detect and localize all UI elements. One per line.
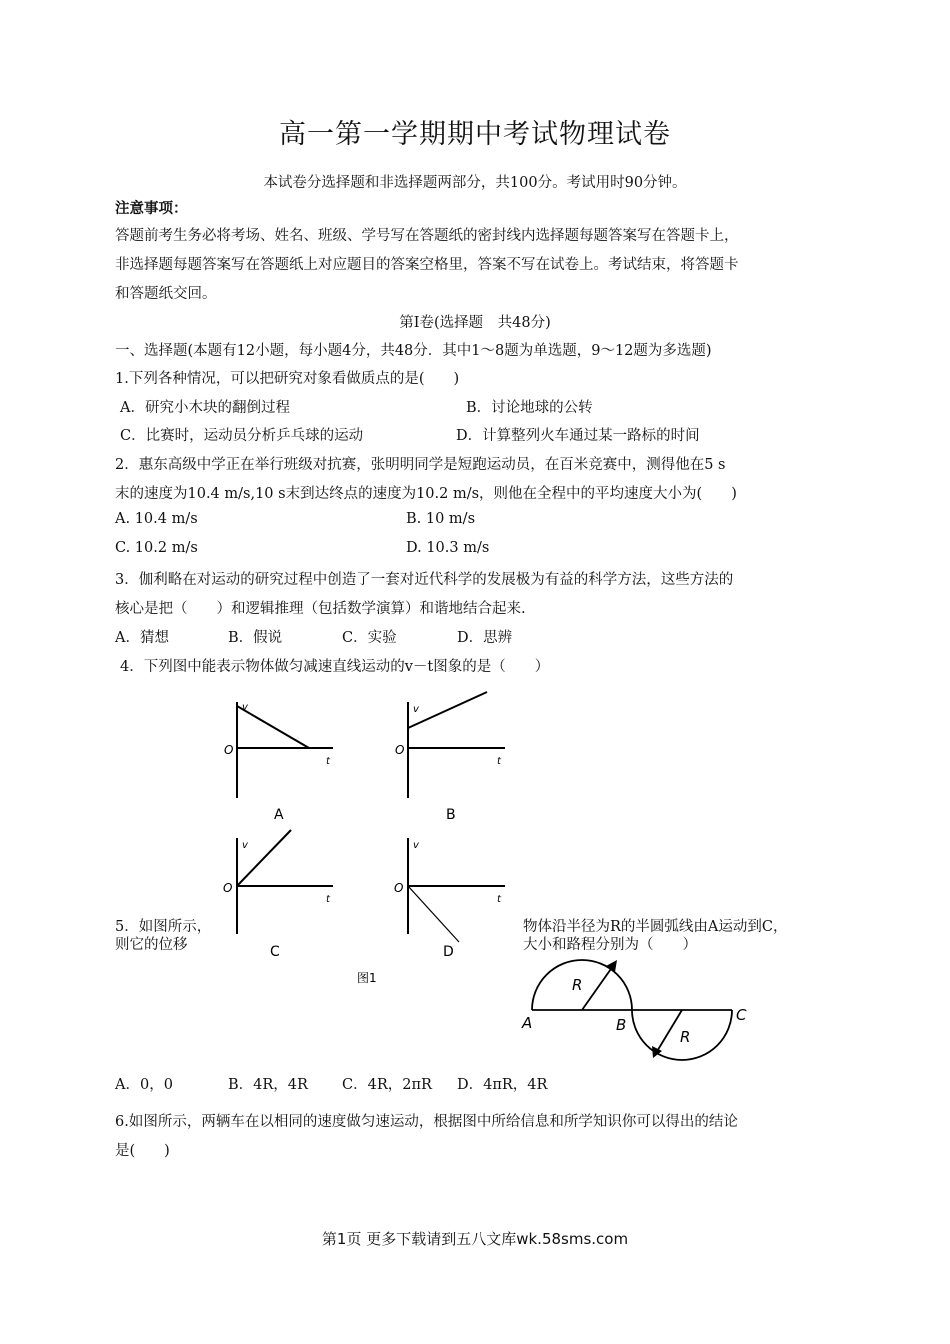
question-1-option-a: A．研究小木块的翻倒过程 (120, 400, 290, 416)
question-2-option-d: D. 10.3 m/s (406, 540, 490, 556)
notice-line-1: 答题前考生务必将考场、姓名、班级、学号写在答题纸的密封线内选择题每题答案写在答题卡上， (115, 228, 739, 244)
exam-title: 高一第一学期期中考试物理试卷 (279, 119, 671, 150)
question-5-right-line-2: 大小和路程分别为（ ） (523, 937, 697, 953)
question-2-option-a: A. 10.4 m/s (115, 511, 198, 527)
section-title: 第Ⅰ卷(选择题 共48分) (399, 315, 551, 331)
svg-text:v: v (413, 840, 419, 851)
point-c-label: C (736, 1006, 747, 1024)
question-3-option-d: D．思辨 (457, 630, 513, 646)
question-3-option-c: C．实验 (342, 630, 397, 646)
question-5-option-c: C．4R，2πR (342, 1077, 432, 1093)
question-5-left-line-1: 5．如图所示， (115, 919, 212, 935)
question-3-option-b: B．假说 (228, 630, 283, 646)
question-4-stem: 4．下列图中能表示物体做匀减速直线运动的v－t图象的是（ ） (120, 659, 550, 675)
question-5-option-a: A．0，0 (115, 1077, 173, 1093)
graph-label-d: D (443, 944, 454, 960)
figure-caption: 图1 (357, 971, 377, 985)
question-3-line-1: 3．伽利略在对运动的研究过程中创造了一套对近代科学的发展极为有益的科学方法，这些方法的 (115, 572, 734, 588)
svg-text:v: v (242, 840, 248, 851)
svg-text:v: v (242, 702, 248, 713)
vt-graph-a (224, 702, 333, 823)
svg-text:R: R (572, 976, 583, 994)
question-1-option-d: D．计算整列火车通过某一路标的时间 (456, 428, 700, 444)
point-a-label: A (522, 1014, 533, 1032)
svg-text:O: O (395, 743, 405, 757)
page-footer: 第1页 更多下载请到五八文库wk.58sms.com (321, 1230, 629, 1248)
question-3-line-2: 核心是把（ ）和逻辑推理（包括数学演算）和谐地结合起来. (115, 601, 526, 617)
question-6-line-2: 是( ) (115, 1143, 170, 1159)
semicircle-path-figure (520, 950, 760, 1070)
question-5-left-line-2: 则它的位移 (115, 937, 188, 953)
question-6-line-1: 6.如图所示，两辆车在以相同的速度做匀速运动，根据图中所给信息和所学知识你可以得出的结论 (115, 1114, 738, 1130)
vt-graph-c (223, 830, 333, 960)
svg-text:t: t (326, 756, 330, 767)
point-b-label: B (616, 1016, 627, 1034)
notice-line-2: 非选择题每题答案写在答题纸上对应题目的答案空格里，答案不写在试卷上。考试结束，将答题卡 (115, 257, 739, 273)
svg-text:t: t (497, 894, 501, 905)
exam-intro: 本试卷分选择题和非选择题两部分，共100分。考试用时90分钟。 (263, 175, 687, 191)
graph-label-c: C (270, 944, 280, 960)
question-2-option-b: B. 10 m/s (406, 511, 476, 527)
graph-label-a: A (274, 807, 284, 823)
svg-text:R: R (680, 1028, 691, 1046)
svg-text:O: O (223, 881, 233, 895)
question-1-option-b: B．讨论地球的公转 (466, 400, 593, 416)
vt-graphs-figure (205, 690, 525, 990)
question-3-option-a: A．猜想 (115, 630, 169, 646)
question-1-option-c: C．比赛时，运动员分析乒乓球的运动 (120, 428, 364, 444)
svg-text:t: t (326, 894, 330, 905)
section-description: 一、选择题(本题有12小题，每小题4分，共48分．其中1～8题为单选题，9～12题为多选题) (115, 343, 712, 359)
question-5-option-b: B．4R，4R (228, 1077, 308, 1093)
svg-text:O: O (224, 743, 234, 757)
svg-text:v: v (413, 704, 419, 715)
vt-graph-b (395, 692, 505, 823)
question-5-right-line-1: 物体沿半径为R的半圆弧线由A运动到C， (523, 919, 788, 935)
vt-graph-d (394, 838, 505, 960)
question-1-stem: 1.下列各种情况，可以把研究对象看做质点的是( ) (115, 371, 460, 387)
question-2-line-2: 末的速度为10.4 m/s,10 s末到达终点的速度为10.2 m/s，则他在全程中的平均速度大小为( ) (115, 486, 737, 502)
svg-text:t: t (497, 756, 501, 767)
graph-label-b: B (446, 807, 456, 823)
notice-line-3: 和答题纸交回。 (115, 286, 217, 302)
svg-text:O: O (394, 881, 404, 895)
question-2-option-c: C. 10.2 m/s (115, 540, 198, 556)
question-2-line-1: 2．惠东高级中学正在举行班级对抗赛，张明明同学是短跑运动员，在百米竞赛中，测得他在5 s (115, 457, 726, 473)
notice-heading: 注意事项： (115, 201, 188, 217)
question-5-option-d: D．4πR，4R (457, 1077, 548, 1093)
